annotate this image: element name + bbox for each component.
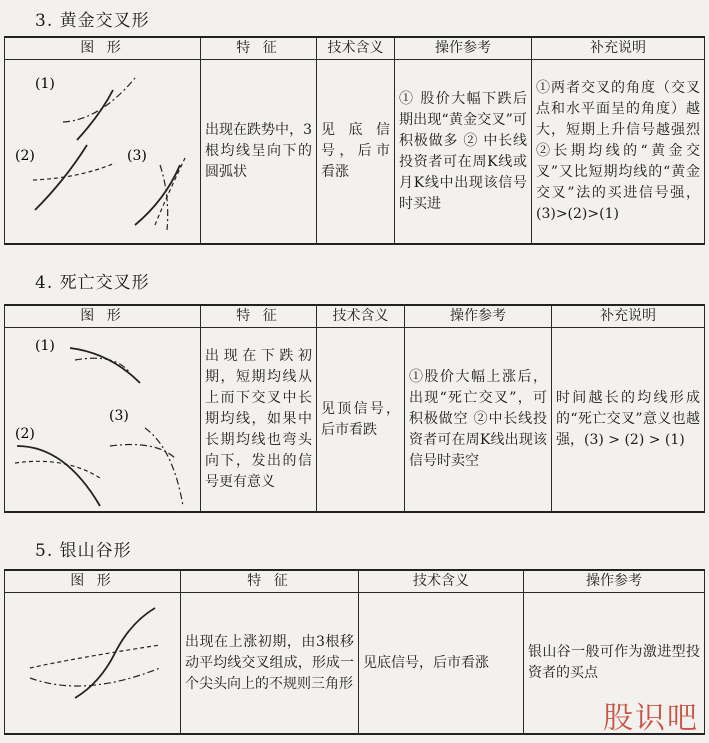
death-cross-operation: ①股价大幅上涨后，出现“死亡交叉”，可积极做空 ②中长线投资者可在周K线出现该信号时卖空 <box>405 328 552 513</box>
header-feature: 特 征 <box>201 305 317 328</box>
short-ma-line <box>17 446 100 506</box>
silver-valley-diagram <box>5 593 181 733</box>
section-title-golden-cross: 3. 黄金交叉形 <box>35 11 150 31</box>
short-ma-line <box>75 608 155 698</box>
header-meaning: 技术含义 <box>359 570 524 593</box>
header-figure: 图 形 <box>5 570 181 593</box>
death-cross-table <box>4 304 705 513</box>
mid-ma-line <box>63 78 135 122</box>
golden-cross-feature: 出现在跌势中，3根均线呈向下的圆弧状 <box>201 60 317 245</box>
mid-ma-line <box>15 461 100 478</box>
silver-valley-figure <box>5 593 181 735</box>
golden-cross-diagram <box>5 60 201 243</box>
short-ma-line <box>77 90 113 140</box>
header-meaning: 技术含义 <box>317 37 395 60</box>
fig-label-1: (1) <box>35 76 55 92</box>
mid-ma-line <box>75 358 130 373</box>
death-cross-note: 时间越长的均线形成的“死亡交叉”意义也越强，(3) > (2) > (1) <box>552 328 705 513</box>
header-note: 补充说明 <box>532 37 705 60</box>
site-watermark: 股识吧 <box>603 701 699 736</box>
fig-label-3: (3) <box>127 148 147 164</box>
table-header-row <box>5 37 705 60</box>
section-title-silver-valley: 5. 银山谷形 <box>35 541 132 561</box>
table-row <box>5 60 705 245</box>
long-ma-line <box>145 428 183 506</box>
section-title-death-cross: 4. 死亡交叉形 <box>35 273 150 293</box>
long-ma-line <box>30 668 160 686</box>
death-cross-diagram <box>5 328 201 511</box>
short-ma-line <box>135 165 180 225</box>
death-cross-feature: 出现在下跌初期，短期均线从上而下交叉中长期均线，如果中长期均线也弯头向下，发出的信号更有意义 <box>201 328 317 513</box>
table-header-row <box>5 305 705 328</box>
header-note: 补充说明 <box>552 305 705 328</box>
golden-cross-operation: ① 股价大幅下跌后期出现“黄金交叉”可积极做多 ② 中长线投资者可在周K线或月K线中出现该信号时买进 <box>395 60 532 245</box>
silver-valley-feature: 出现在上涨初期，由3根移动平均线交叉组成，形成一个尖头向上的不规则三角形 <box>181 593 359 735</box>
fig-label-2: (2) <box>15 148 35 164</box>
table-row <box>5 593 705 735</box>
fig-label-1: (1) <box>35 338 55 354</box>
header-figure: 图 形 <box>5 37 201 60</box>
golden-cross-table <box>4 36 705 245</box>
short-ma-line <box>70 348 140 383</box>
golden-cross-figure <box>5 60 201 245</box>
fig-label-3: (3) <box>109 408 129 424</box>
death-cross-figure <box>5 328 201 513</box>
fig-label-2: (2) <box>15 426 35 442</box>
header-feature: 特 征 <box>201 37 317 60</box>
header-operation: 操作参考 <box>395 37 532 60</box>
silver-valley-operation: 银山谷一般可作为激进型投资者的买点 <box>524 593 705 735</box>
table-row <box>5 328 705 513</box>
mid-ma-line <box>155 158 185 225</box>
death-cross-meaning: 见顶信号，后市看跌 <box>317 328 405 513</box>
silver-valley-table <box>4 569 705 735</box>
header-operation: 操作参考 <box>524 570 705 593</box>
golden-cross-meaning: 见底信号，后市看涨 <box>317 60 395 245</box>
header-figure: 图 形 <box>5 305 201 328</box>
mid-ma-line <box>30 645 160 668</box>
header-meaning: 技术含义 <box>317 305 405 328</box>
silver-valley-meaning: 见底信号，后市看涨 <box>359 593 524 735</box>
golden-cross-note: ①两者交叉的角度（交叉点和水平面呈的角度）越大，短期上升信号越强烈 ②长期均线的“黄金交叉”又比短期均线的“黄金交叉”法的买进信号强，(3)>(2)>(1) <box>532 60 705 245</box>
header-operation: 操作参考 <box>405 305 552 328</box>
table-header-row <box>5 570 705 593</box>
header-feature: 特 征 <box>181 570 359 593</box>
